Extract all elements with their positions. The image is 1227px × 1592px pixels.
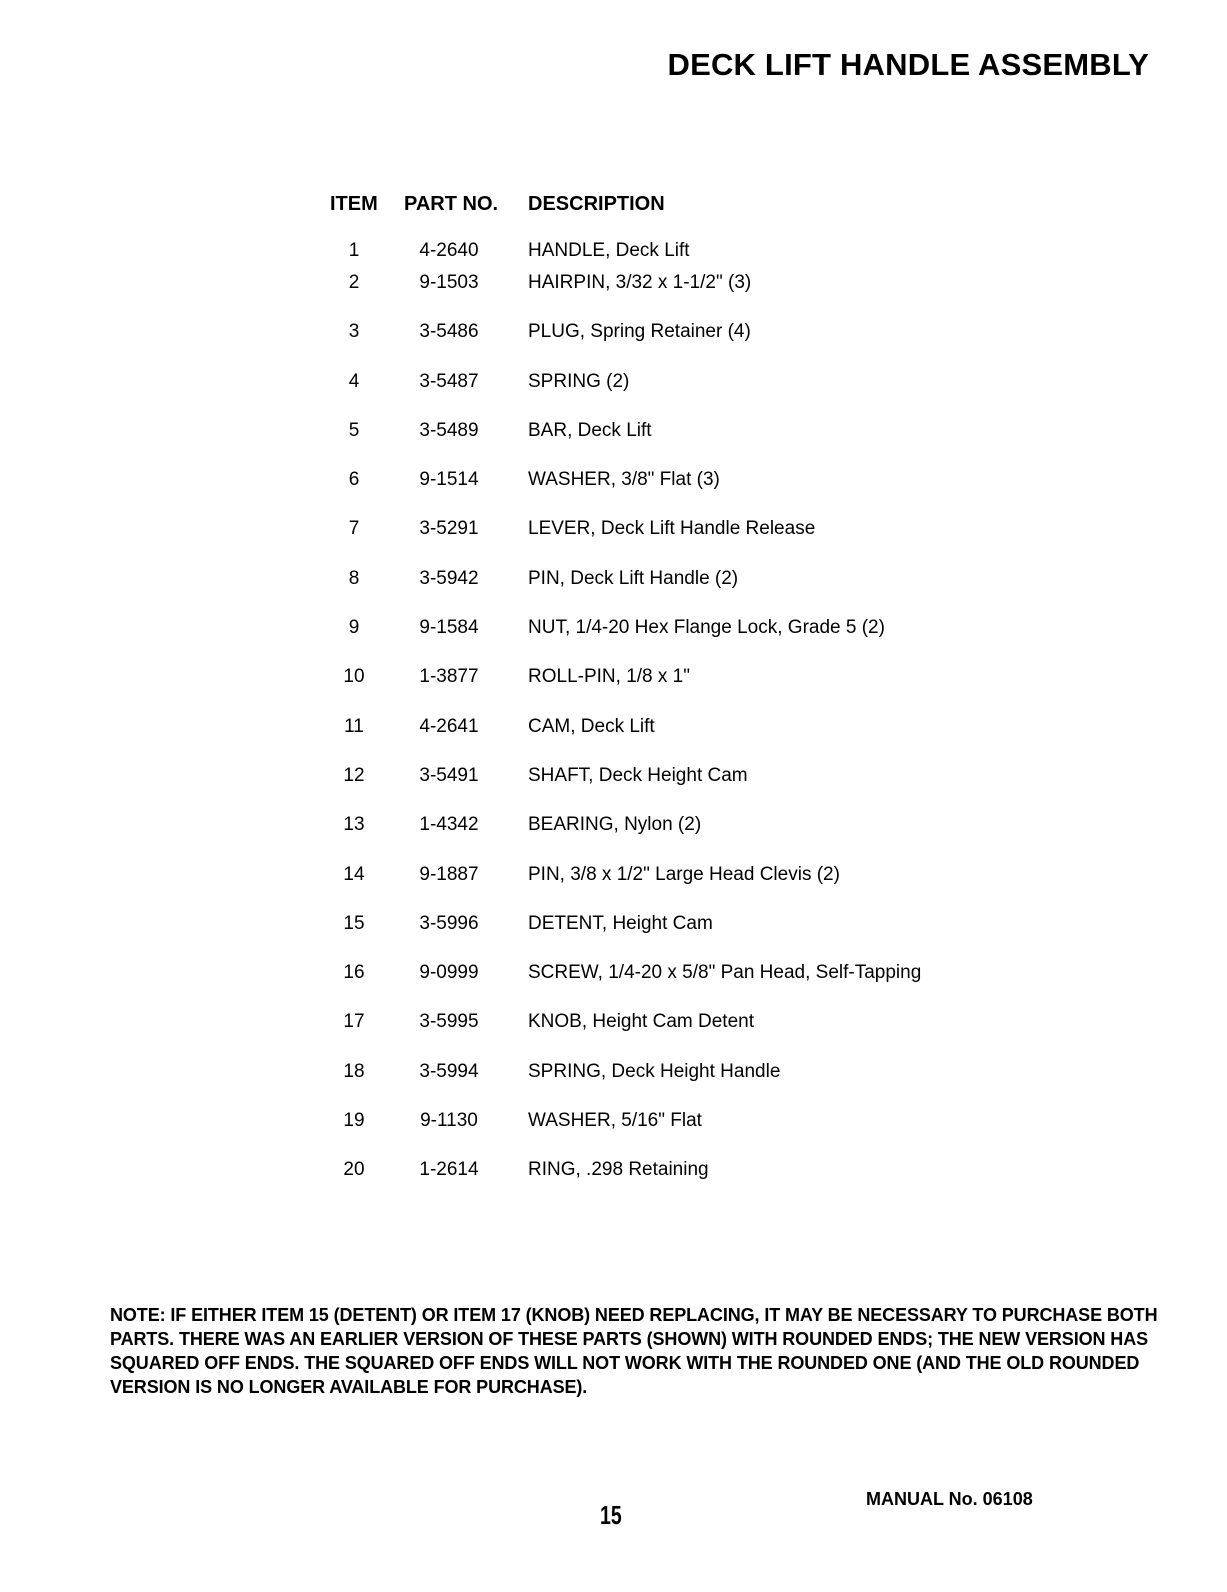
item-number-cell: 19	[343, 1110, 365, 1132]
manual-number: MANUAL No. 06108	[866, 1489, 1033, 1509]
description-cell: BAR, Deck Lift	[528, 419, 652, 441]
table-row	[330, 321, 921, 370]
description-cell: WASHER, 3/8" Flat (3)	[528, 469, 720, 491]
description-column-header: DESCRIPTION	[528, 193, 665, 215]
table-row	[330, 814, 921, 863]
table-row	[330, 716, 921, 765]
item-number-cell: 11	[344, 715, 364, 737]
replacement-note: NOTE: IF EITHER ITEM 15 (DETENT) OR ITEM 17 (KNOB) NEED REPLACING, IT MAY BE NECESSARY TO PURCHASE BOTH PARTS. THERE WAS AN EARLIER VERSION OF THESE PARTS (SHOWN) WITH ROUNDED ENDS; THE NEW VERSION HAS SQUARED OFF ENDS. THE SQUARED OFF ENDS WILL NOT WORK WITH THE ROUNDED ONE (AND THE OLD ROUNDED VERSION IS NO LONGER AVAILABLE FOR PURCHASE).	[110, 1305, 1158, 1397]
item-number-cell: 8	[348, 567, 360, 589]
item-number-cell: 18	[343, 1060, 365, 1082]
item-number-cell: 3	[348, 321, 360, 343]
part-number-cell: 3-5995	[419, 1011, 479, 1033]
part-number-cell: 3-5942	[419, 567, 479, 589]
table-row	[330, 469, 921, 518]
item-number-cell: 14	[343, 863, 365, 885]
description-cell: KNOB, Height Cam Detent	[528, 1011, 754, 1033]
item-number-cell: 9	[348, 617, 360, 639]
parts-table	[330, 193, 921, 1209]
description-cell: PLUG, Spring Retainer (4)	[528, 321, 751, 343]
part-no-column-header: PART NO.	[404, 193, 499, 215]
item-number-cell: 12	[343, 764, 365, 786]
description-cell: PIN, 3/8 x 1/2" Large Head Clevis (2)	[528, 863, 840, 885]
table-row	[330, 371, 921, 420]
part-number-cell: 3-5486	[419, 321, 479, 343]
item-number-cell: 1	[348, 240, 360, 261]
table-row	[330, 666, 921, 715]
part-number-cell: 3-5487	[419, 370, 479, 392]
description-cell: WASHER, 5/16" Flat	[528, 1110, 702, 1132]
item-number-cell: 20	[343, 1159, 365, 1181]
description-cell: SCREW, 1/4-20 x 5/8" Pan Head, Self-Tapping	[528, 962, 922, 984]
item-number-cell: 6	[348, 469, 360, 491]
item-number-cell: 7	[348, 518, 360, 540]
part-number-cell: 1-3877	[419, 666, 479, 688]
description-cell: PIN, Deck Lift Handle (2)	[528, 567, 739, 589]
table-row	[330, 765, 921, 814]
page-title: DECK LIFT HANDLE ASSEMBLY	[667, 46, 1149, 82]
header-row	[330, 193, 921, 223]
table-row	[330, 1159, 921, 1208]
table-row	[330, 223, 921, 272]
item-number-cell: 4	[348, 370, 360, 392]
parts-table-body	[330, 223, 921, 1209]
description-cell: ROLL-PIN, 1/8 x 1"	[528, 666, 690, 688]
description-cell: HANDLE, Deck Lift	[528, 240, 690, 261]
part-number-cell: 9-0999	[419, 962, 479, 984]
parts-table-header	[330, 193, 921, 223]
description-cell: SPRING (2)	[528, 370, 630, 392]
item-number-cell: 5	[348, 419, 360, 441]
table-row	[330, 962, 921, 1011]
description-cell: NUT, 1/4-20 Hex Flange Lock, Grade 5 (2)	[528, 617, 885, 639]
table-row	[330, 420, 921, 469]
description-cell: LEVER, Deck Lift Handle Release	[528, 518, 816, 540]
part-number-cell: 1-4342	[419, 814, 479, 836]
part-number-cell: 3-5291	[419, 518, 479, 540]
part-number-cell: 9-1514	[419, 469, 479, 491]
part-number-cell: 9-1503	[419, 272, 479, 293]
part-number-cell: 4-2640	[419, 240, 479, 261]
description-cell: SHAFT, Deck Height Cam	[528, 764, 748, 786]
table-row	[330, 1011, 921, 1060]
item-number-cell: 2	[348, 272, 360, 293]
part-number-cell: 3-5996	[419, 912, 479, 934]
table-row	[330, 864, 921, 913]
description-cell: HAIRPIN, 3/32 x 1-1/2" (3)	[528, 272, 752, 293]
item-number-cell: 10	[343, 666, 365, 688]
table-row	[330, 568, 921, 617]
item-number-cell: 15	[343, 912, 365, 934]
part-number-cell: 1-2614	[419, 1159, 479, 1181]
part-number-cell: 3-5491	[419, 764, 479, 786]
table-row	[330, 617, 921, 666]
page-number: 15	[600, 1500, 622, 1530]
table-row	[330, 913, 921, 962]
item-number-cell: 17	[343, 1011, 365, 1033]
item-number-cell: 16	[343, 962, 365, 984]
description-cell: SPRING, Deck Height Handle	[528, 1060, 781, 1082]
part-number-cell: 9-1130	[420, 1110, 478, 1132]
description-cell: DETENT, Height Cam	[528, 912, 713, 934]
table-row	[330, 1110, 921, 1159]
part-number-cell: 4-2641	[419, 715, 479, 737]
item-column-header: ITEM	[330, 193, 378, 215]
table-row	[330, 518, 921, 567]
part-number-cell: 9-1584	[419, 617, 479, 639]
description-cell: RING, .298 Retaining	[528, 1159, 709, 1181]
description-cell: CAM, Deck Lift	[528, 715, 655, 737]
part-number-cell: 9-1887	[419, 863, 479, 885]
table-row	[330, 1061, 921, 1110]
item-number-cell: 13	[343, 814, 365, 836]
part-number-cell: 3-5994	[419, 1060, 479, 1082]
table-row	[330, 272, 921, 321]
part-number-cell: 3-5489	[419, 419, 479, 441]
description-cell: BEARING, Nylon (2)	[528, 814, 702, 836]
